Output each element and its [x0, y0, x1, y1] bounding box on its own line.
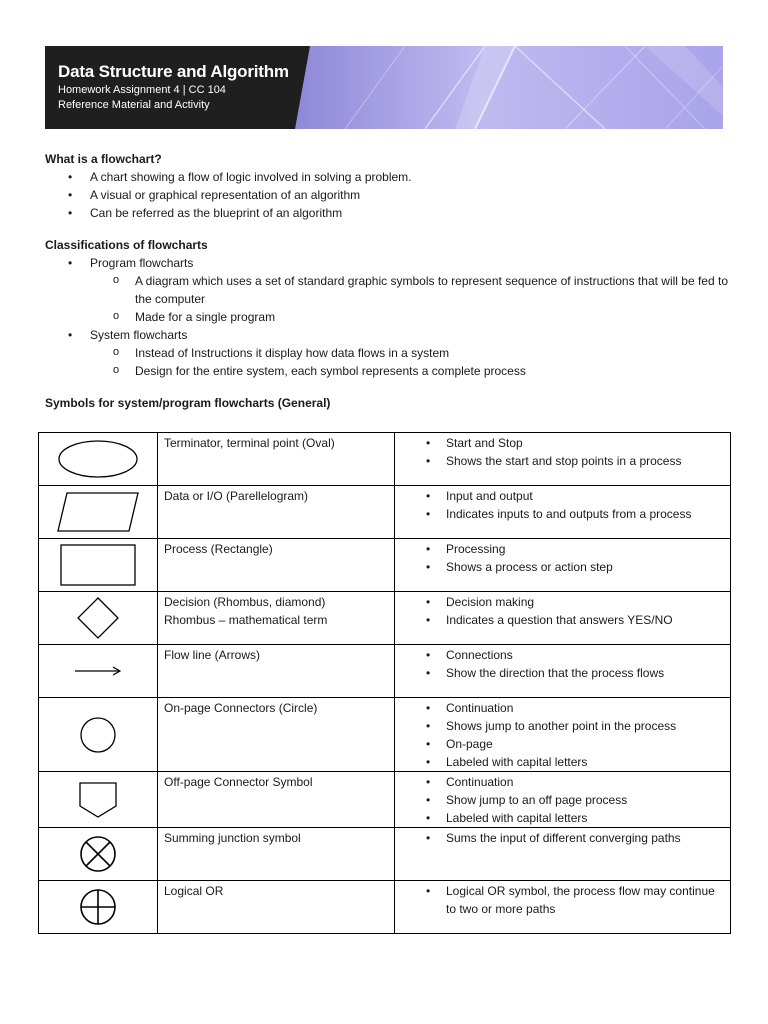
list-item: • Logical OR symbol, the process flow may continue to two or more paths: [399, 882, 726, 918]
document-subtitle-2: Reference Material and Activity: [58, 99, 210, 111]
symbol-description-cell: [395, 881, 731, 934]
list-item: • Decision making: [399, 593, 726, 611]
symbol-cell: [39, 881, 158, 934]
symbol-name: Data or I/O (Parellelogram): [164, 489, 309, 503]
symbol-name-cell: [158, 828, 395, 881]
symbol-cell: [39, 772, 158, 828]
symbol-name-cell: [158, 486, 395, 539]
table-row: [39, 645, 731, 698]
header-banner: [45, 46, 723, 129]
table-row: [39, 772, 731, 828]
symbol-description-cell: [395, 645, 731, 698]
list-item: • Sums the input of different converging paths: [399, 829, 726, 847]
list-item: • Labeled with capital letters: [399, 753, 726, 771]
table-row: [39, 539, 731, 592]
symbol-cell: [39, 828, 158, 881]
symbol-name-cell: [158, 592, 395, 645]
symbols-table: [38, 432, 731, 934]
symbol-name: Summing junction symbol: [164, 831, 301, 845]
oval-icon: [39, 438, 157, 480]
symbol-name: Logical OR: [164, 884, 224, 898]
table-row: [39, 698, 731, 772]
section-heading-symbols: Symbols for system/program flowcharts (General): [45, 396, 331, 410]
document-title: Data Structure and Algorithm: [58, 62, 289, 81]
list-item: • Shows jump to another point in the process: [399, 717, 726, 735]
sub-list-item: o Made for a single program: [90, 308, 735, 326]
symbol-cell: [39, 698, 158, 772]
list-item: • Processing: [399, 540, 726, 558]
list-item: • Labeled with capital letters: [399, 809, 726, 827]
symbol-name: Decision (Rhombus, diamond): [164, 595, 326, 609]
table-row: [39, 828, 731, 881]
list-item: • Shows the start and stop points in a process: [399, 452, 726, 470]
symbol-name: Process (Rectangle): [164, 542, 273, 556]
arrow-icon: [39, 664, 157, 678]
list-item: • A chart showing a flow of logic involved in solving a problem.: [45, 168, 735, 186]
section-heading-what-is-flowchart: What is a flowchart?: [45, 152, 162, 166]
symbol-cell: [39, 539, 158, 592]
description-list: [399, 593, 726, 629]
summing-junction-icon: [39, 834, 157, 874]
list-item-label: System flowcharts: [90, 328, 188, 342]
classification-list: [45, 254, 735, 380]
symbol-name: Terminator, terminal point (Oval): [164, 436, 335, 450]
symbol-description-cell: [395, 828, 731, 881]
document-subtitle: Homework Assignment 4 | CC 104: [58, 84, 226, 96]
symbol-name: Rhombus – mathematical term: [164, 613, 328, 627]
list-item: • Show the direction that the process flows: [399, 664, 726, 682]
description-list: [399, 699, 726, 771]
symbol-description-cell: [395, 592, 731, 645]
table-row: [39, 881, 731, 934]
table-row: [39, 433, 731, 486]
table-row: [39, 486, 731, 539]
symbol-cell: [39, 433, 158, 486]
list-item: • Input and output: [399, 487, 726, 505]
symbol-description-cell: [395, 772, 731, 828]
description-list: [399, 646, 726, 682]
symbol-name-cell: [158, 772, 395, 828]
symbol-description-cell: [395, 433, 731, 486]
logical-or-icon: [39, 887, 157, 927]
symbol-description-cell: [395, 539, 731, 592]
description-list: [399, 434, 726, 470]
table-row: [39, 592, 731, 645]
parallelogram-icon: [39, 490, 157, 534]
list-item: [45, 254, 735, 326]
list-item: [45, 326, 735, 380]
description-list: [399, 487, 726, 523]
list-item: • Start and Stop: [399, 434, 726, 452]
list-item: • Can be referred as the blueprint of an algorithm: [45, 204, 735, 222]
symbol-name-cell: [158, 645, 395, 698]
symbol-name-cell: [158, 698, 395, 772]
symbol-name-cell: [158, 539, 395, 592]
symbol-name-cell: [158, 433, 395, 486]
sub-list: [90, 272, 735, 326]
definition-list: [45, 168, 735, 222]
symbol-description-cell: [395, 486, 731, 539]
diamond-icon: [39, 596, 157, 640]
list-item: • On-page: [399, 735, 726, 753]
symbol-cell: [39, 486, 158, 539]
sub-list-item: o A diagram which uses a set of standard graphic symbols to represent sequence of instructions that will be fed to the computer: [90, 272, 735, 308]
description-list: [399, 540, 726, 576]
list-item: • Show jump to an off page process: [399, 791, 726, 809]
section-heading-classifications: Classifications of flowcharts: [45, 238, 208, 252]
sub-list-item: o Instead of Instructions it display how data flows in a system: [90, 344, 735, 362]
list-item: • Shows a process or action step: [399, 558, 726, 576]
document-body: [45, 150, 735, 412]
description-list: [399, 829, 726, 847]
symbol-name-cell: [158, 881, 395, 934]
symbol-name: Flow line (Arrows): [164, 648, 261, 662]
sub-list: [90, 344, 735, 380]
symbol-description-cell: [395, 698, 731, 772]
list-item: • Continuation: [399, 773, 726, 791]
description-list: [399, 773, 726, 827]
list-item-label: Program flowcharts: [90, 256, 194, 270]
circle-icon: [39, 715, 157, 755]
symbol-cell: [39, 592, 158, 645]
symbol-name: Off-page Connector Symbol: [164, 775, 313, 789]
symbol-name: On-page Connectors (Circle): [164, 701, 318, 715]
sub-list-item: o Design for the entire system, each symbol represents a complete process: [90, 362, 735, 380]
list-item: • Indicates a question that answers YES/NO: [399, 611, 726, 629]
list-item: • Connections: [399, 646, 726, 664]
list-item: • A visual or graphical representation of an algorithm: [45, 186, 735, 204]
list-item: • Continuation: [399, 699, 726, 717]
rectangle-icon: [39, 543, 157, 587]
description-list: [399, 882, 726, 918]
offpage-connector-icon: [39, 780, 157, 820]
list-item: • Indicates inputs to and outputs from a process: [399, 505, 726, 523]
symbol-cell: [39, 645, 158, 698]
